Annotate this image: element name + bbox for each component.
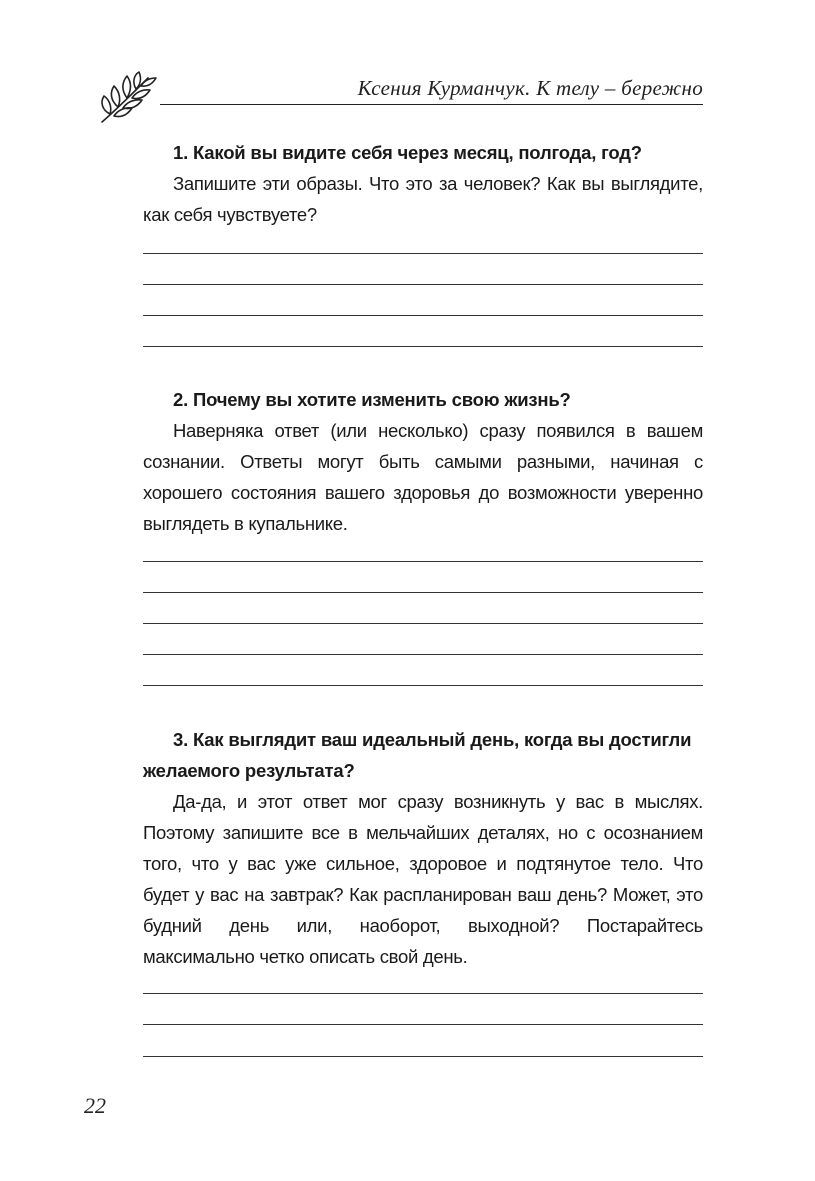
answer-line[interactable] [143,654,703,655]
answer-line[interactable] [143,561,703,562]
answer-line[interactable] [143,315,703,316]
answer-line[interactable] [143,1024,703,1025]
answer-line[interactable] [143,993,703,994]
answer-line[interactable] [143,253,703,254]
question-2-text: Наверняка ответ (или несколько) сразу появился в вашем сознании. Ответы могут быть самыми разными, начиная с хорошего состояния вашего здоровья до возможности уверенно выглядеть в купальнике. [143,420,703,534]
question-2 [143,384,703,539]
page-number: 22 [84,1093,106,1118]
answer-line[interactable] [143,1056,703,1057]
question-1-text: Запишите эти образы. Что это за человек? Как вы выглядите, как себя чувствуете? [143,173,703,225]
answer-line[interactable] [143,346,703,347]
question-1 [143,137,703,230]
header-divider [160,104,703,105]
answer-line[interactable] [143,685,703,686]
question-3-text: Да-да, и этот ответ мог сразу возникнуть у вас в мыслях. Поэтому запишите все в мельчайших деталях, но с осознанием того, что у вас уже сильное, здоровое и подтянутое тело. Что будет у вас на завтрак? Как распланирован ваш день? Может, это будний день или, наоборот, выходной? Постарайтесь максимально четко описать свой день. [143,791,703,967]
answer-line[interactable] [143,284,703,285]
answer-line[interactable] [143,623,703,624]
answer-line[interactable] [143,592,703,593]
question-3 [143,724,703,972]
leaf-branch-icon [96,70,158,128]
running-title: Ксения Курманчук. К телу – бережно [357,76,703,100]
question-1-title: 1. Какой вы видите себя через месяц, полгода, год? [173,142,642,163]
question-3-title: 3. Как выглядит ваш идеальный день, когда вы достигли желаемого результата? [143,729,692,781]
question-2-title: 2. Почему вы хотите изменить свою жизнь? [173,389,571,410]
